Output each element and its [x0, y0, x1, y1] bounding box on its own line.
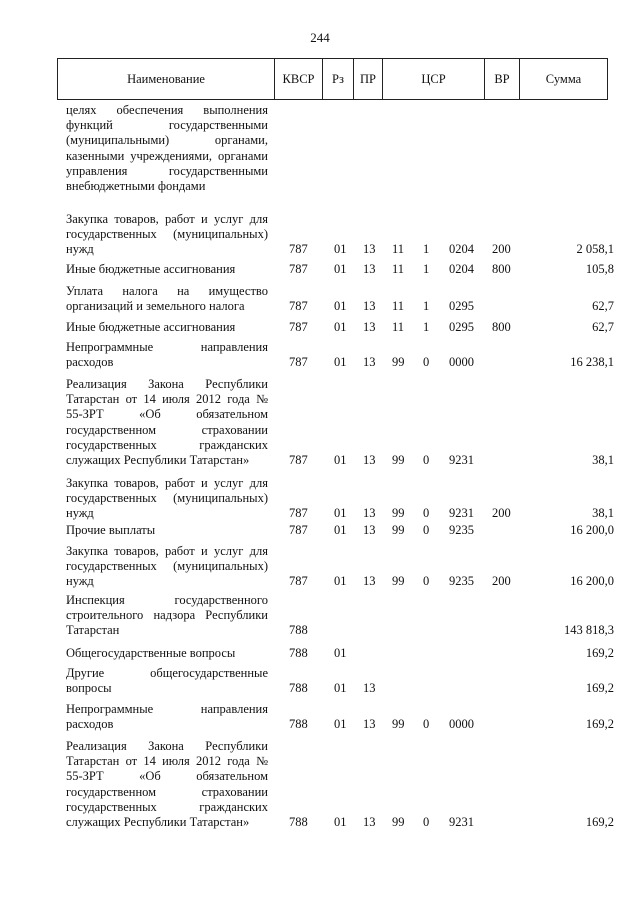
cell-csr1: 99 — [392, 574, 405, 589]
row-name: Реализация Закона Республики Татарстан от 14 июля 2012 года № 55-ЗРТ «Об обязательном государственном страховании государственных гражданских служащих Республики Татарстан» — [66, 739, 268, 830]
cell-csr3: 0000 — [449, 717, 474, 732]
cell-csr3: 9231 — [449, 506, 474, 521]
cell-sum: 38,1 — [592, 453, 614, 467]
cell-csr2: 1 — [423, 320, 430, 334]
cell-csr2: 0 — [423, 815, 430, 829]
cell-csr2: 0 — [423, 574, 430, 589]
cell-rz: 01 — [334, 453, 347, 467]
cell-pr: 13 — [363, 355, 376, 370]
cell-csr1: 99 — [392, 815, 405, 829]
cell-sum: 169,2 — [585, 681, 614, 696]
cell-pr: 13 — [363, 681, 376, 696]
cell-csr2: 0 — [423, 506, 430, 521]
cell-sum: 16 200,0 — [570, 523, 614, 537]
cell-pr: 13 — [363, 717, 376, 732]
cell-rz: 01 — [334, 717, 347, 732]
cell-csr1: 99 — [392, 506, 405, 521]
cell-vr: 200 — [492, 506, 511, 521]
cell-kvsr: 787 — [289, 299, 308, 314]
cell-sum: 38,1 — [592, 506, 614, 521]
cell-csr1: 99 — [392, 523, 405, 537]
cell-sum: 62,7 — [592, 320, 614, 334]
cell-kvsr: 787 — [289, 355, 308, 370]
cell-kvsr: 787 — [289, 506, 308, 521]
row-name: Уплата налога на имущество организаций и земельного налога — [66, 284, 268, 314]
cell-rz: 01 — [334, 320, 347, 334]
cell-csr2: 0 — [423, 453, 430, 467]
cell-kvsr: 788 — [289, 681, 308, 696]
cell-kvsr: 787 — [289, 320, 308, 334]
header-csr: ЦСР — [421, 72, 446, 86]
header-name: Наименование — [127, 72, 205, 86]
row-name: Другие общегосударственные вопросы — [66, 666, 268, 696]
cell-kvsr: 787 — [289, 574, 308, 589]
cell-vr: 200 — [492, 242, 511, 257]
cell-sum: 16 238,1 — [570, 355, 614, 370]
cell-csr1: 11 — [392, 320, 405, 334]
table-header — [57, 58, 608, 100]
cell-csr1: 99 — [392, 453, 405, 467]
cell-csr3: 0295 — [449, 299, 474, 314]
cell-csr1: 11 — [392, 299, 405, 314]
cell-rz: 01 — [334, 815, 347, 829]
row-name: Реализация Закона Республики Татарстан от 14 июля 2012 года № 55-ЗРТ «Об обязательном государственном страховании государственных гражданских служащих Республики Татарстан» — [66, 377, 268, 468]
cell-csr3: 0000 — [449, 355, 474, 370]
cell-sum: 105,8 — [585, 262, 614, 276]
cell-csr3: 0295 — [449, 320, 474, 334]
cell-rz: 01 — [334, 299, 347, 314]
cell-pr: 13 — [363, 262, 376, 276]
cell-pr: 13 — [363, 242, 376, 257]
cell-csr1: 11 — [392, 262, 405, 276]
cell-kvsr: 787 — [289, 262, 308, 276]
cell-sum: 169,2 — [585, 815, 614, 829]
row-name: Закупка товаров, работ и услуг для государственных (муниципальных) нужд — [66, 476, 268, 521]
header-sum: Сумма — [545, 72, 582, 86]
cell-sum: 143 818,3 — [564, 623, 614, 638]
cell-csr1: 99 — [392, 355, 405, 370]
cell-csr2: 0 — [423, 717, 430, 732]
cell-pr: 13 — [363, 815, 376, 829]
cell-csr1: 11 — [392, 242, 405, 257]
cell-rz: 01 — [334, 262, 347, 276]
cell-kvsr: 787 — [289, 453, 308, 467]
cell-kvsr: 788 — [289, 717, 308, 732]
cell-csr3: 9231 — [449, 815, 474, 829]
cell-vr: 800 — [492, 320, 511, 334]
cell-rz: 01 — [334, 574, 347, 589]
row-name: Непрограммные направления расходов — [66, 702, 268, 732]
cell-kvsr: 787 — [289, 242, 308, 257]
header-kvsr: КВСР — [282, 72, 315, 86]
cell-pr: 13 — [363, 299, 376, 314]
row-name: Иные бюджетные ассигнования — [66, 320, 236, 334]
row-name: целях обеспечения выполнения функций государственными (муниципальными) органами, казенными учреждениями, органами управления государственными внебюджетными фондами — [66, 103, 268, 194]
cell-csr3: 9231 — [449, 453, 474, 467]
cell-sum: 169,2 — [585, 717, 614, 732]
row-name: Иные бюджетные ассигнования — [66, 262, 236, 276]
cell-kvsr: 788 — [289, 646, 308, 660]
cell-sum: 2 058,1 — [576, 242, 614, 257]
page-number: 244 — [310, 30, 330, 45]
cell-csr3: 0204 — [449, 242, 474, 257]
cell-vr: 800 — [492, 262, 511, 276]
cell-csr2: 0 — [423, 523, 430, 537]
row-name: Непрограммные направления расходов — [66, 340, 268, 370]
cell-kvsr: 788 — [289, 623, 308, 638]
cell-csr2: 0 — [423, 355, 430, 370]
row-name: Инспекция государственного строительного надзора Республики Татарстан — [66, 593, 268, 638]
cell-rz: 01 — [334, 355, 347, 370]
row-name: Общегосударственные вопросы — [66, 646, 236, 660]
row-name: Закупка товаров, работ и услуг для государственных (муниципальных) нужд — [66, 212, 268, 257]
cell-kvsr: 787 — [289, 523, 308, 537]
cell-rz: 01 — [334, 681, 347, 696]
row-name: Закупка товаров, работ и услуг для государственных (муниципальных) нужд — [66, 544, 268, 589]
cell-vr: 200 — [492, 574, 511, 589]
cell-pr: 13 — [363, 453, 376, 467]
cell-pr: 13 — [363, 523, 376, 537]
cell-rz: 01 — [334, 523, 347, 537]
cell-csr2: 1 — [423, 242, 430, 257]
cell-csr2: 1 — [423, 299, 430, 314]
cell-kvsr: 788 — [289, 815, 308, 829]
cell-rz: 01 — [334, 646, 347, 660]
cell-csr3: 9235 — [449, 523, 474, 537]
cell-csr2: 1 — [423, 262, 430, 276]
cell-sum: 169,2 — [585, 646, 614, 660]
header-pr: ПР — [360, 72, 376, 86]
cell-csr1: 99 — [392, 717, 405, 732]
cell-sum: 16 200,0 — [570, 574, 614, 589]
cell-csr3: 0204 — [449, 262, 474, 276]
cell-pr: 13 — [363, 574, 376, 589]
cell-pr: 13 — [363, 506, 376, 521]
cell-csr3: 9235 — [449, 574, 474, 589]
row-name: Прочие выплаты — [66, 523, 156, 537]
header-vr: ВР — [494, 72, 510, 86]
header-rz: Рз — [332, 72, 344, 86]
cell-rz: 01 — [334, 242, 347, 257]
cell-pr: 13 — [363, 320, 376, 334]
cell-rz: 01 — [334, 506, 347, 521]
cell-sum: 62,7 — [592, 299, 614, 314]
